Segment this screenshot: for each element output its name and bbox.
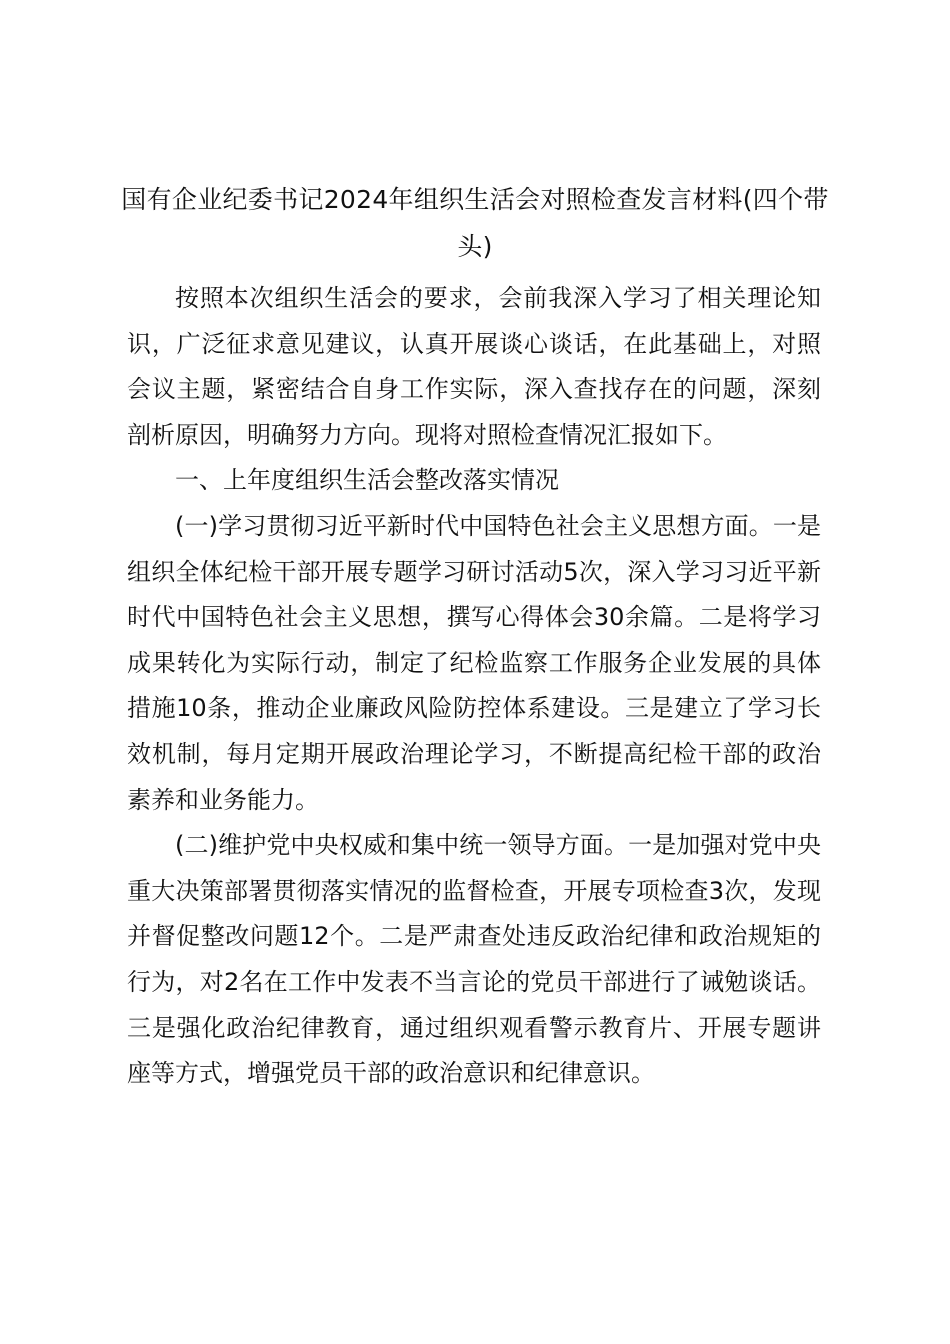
document-body — [127, 276, 821, 1097]
intro-paragraph: 按照本次组织生活会的要求，会前我深入学习了相关理论知识，广泛征求意见建议，认真开展谈心谈话，在此基础上，对照会议主题，紧密结合自身工作实际，深入查找存在的问题，深刻剖析原因，明确努力方向。现将对照检查情况汇报如下。 — [127, 284, 821, 449]
body-paragraph: (二)维护党中央权威和集中统一领导方面。一是加强对党中央重大决策部署贯彻落实情况的监督检查，开展专项检查3次，发现并督促整改问题12个。二是严肃查处违反政治纪律和政治规矩的行为，对2名在工作中发表不当言论的党员干部进行了诫勉谈话。三是强化政治纪律教育，通过组织观看警示教育片、开展专题讲座等方式，增强党员干部的政治意识和纪律意识。 — [127, 831, 821, 1088]
section-heading: 一、上年度组织生活会整改落实情况 — [175, 466, 559, 495]
body-paragraph: (一)学习贯彻习近平新时代中国特色社会主义思想方面。一是组织全体纪检干部开展专题学习研讨活动5次，深入学习习近平新时代中国特色社会主义思想，撰写心得体会30余篇。二是将学习成果转化为实际行动，制定了纪检监察工作服务企业发展的具体措施10条，推动企业廉政风险防控体系建设。三是建立了学习长效机制，每月定期开展政治理论学习，不断提高纪检干部的政治素养和业务能力。 — [127, 511, 821, 814]
document-title: 国有企业纪委书记2024年组织生活会对照检查发言材料(四个带头) — [121, 185, 829, 261]
